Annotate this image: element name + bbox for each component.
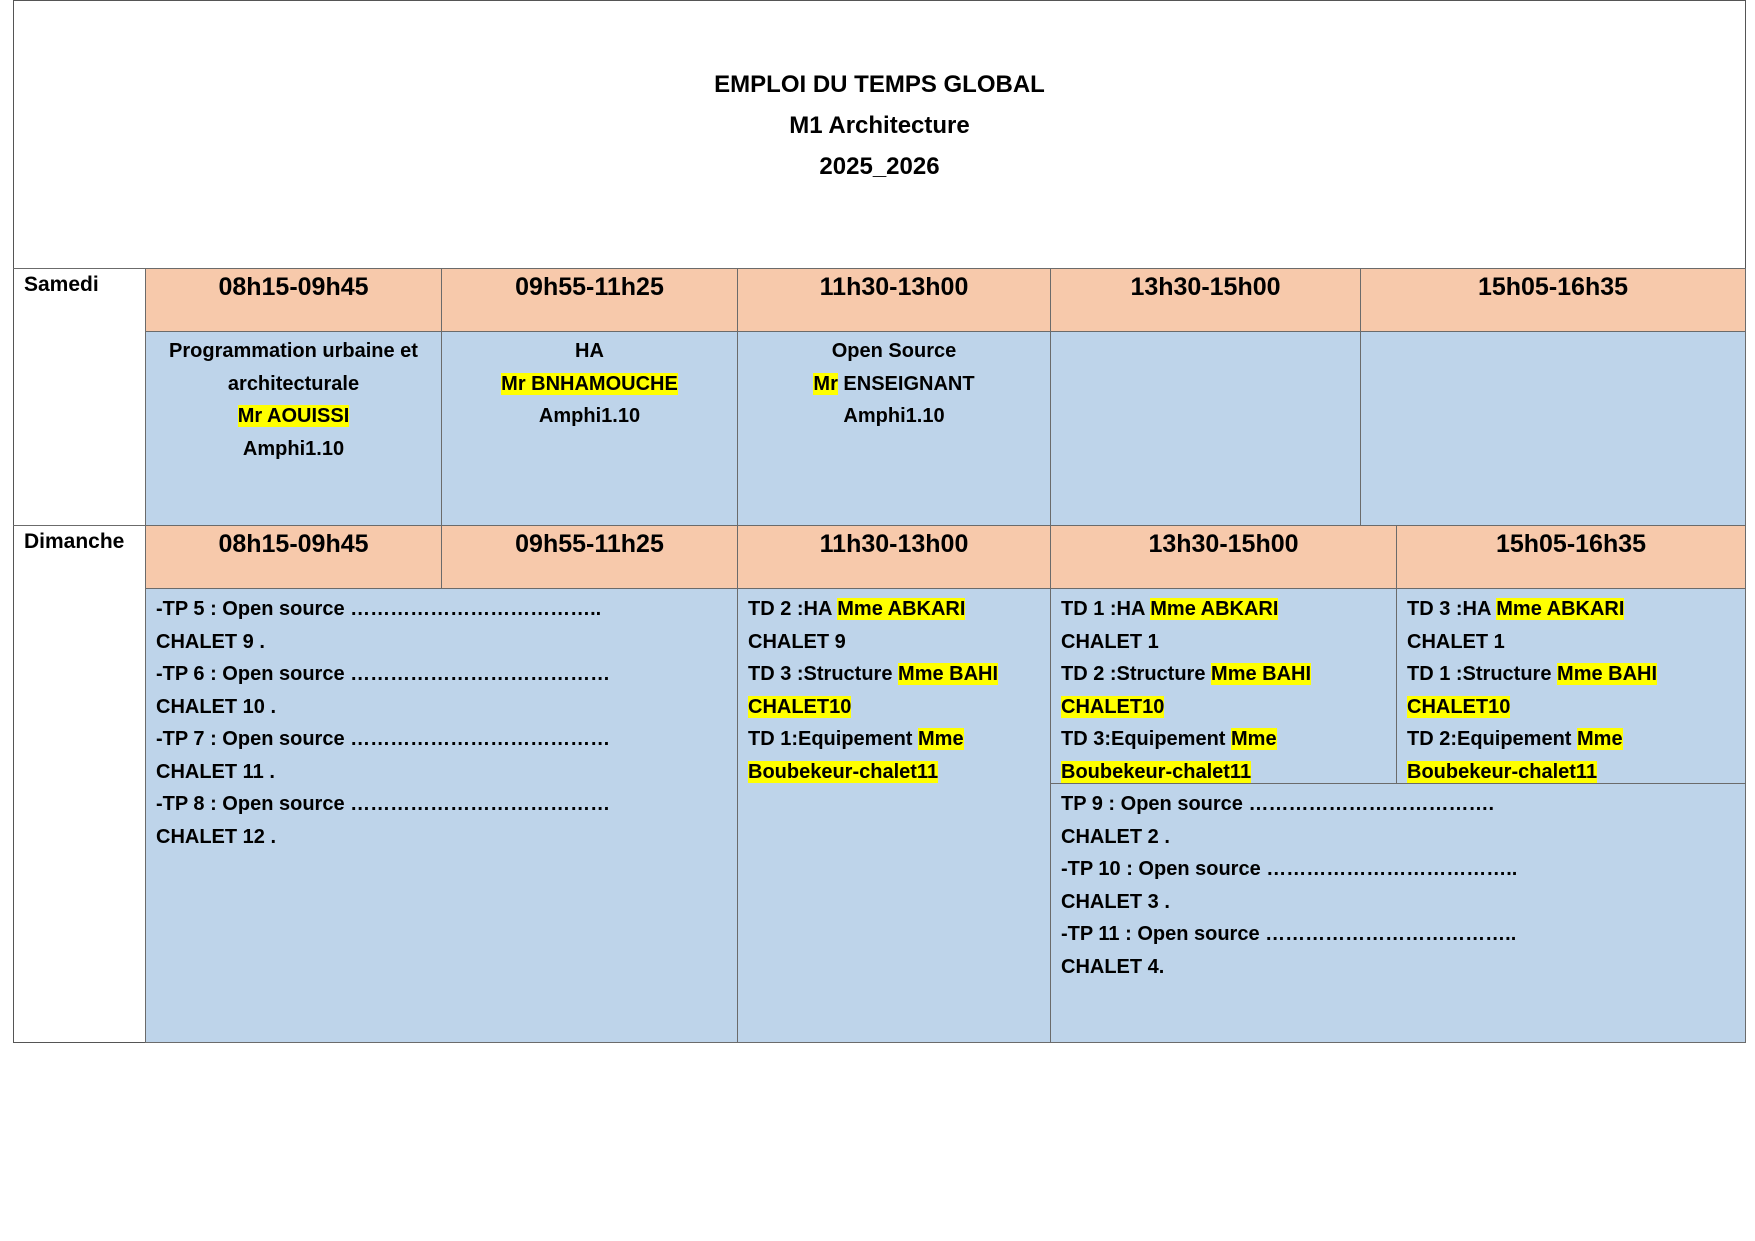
title-line-1: EMPLOI DU TEMPS GLOBAL	[714, 71, 1045, 98]
teacher-name: Mme BAHI	[898, 663, 999, 685]
room-name: CHALET10	[1407, 695, 1511, 718]
slot-header-dimanche-3: 11h30-13h00	[737, 525, 1051, 589]
teacher-name: Mme ABKARI	[1496, 598, 1625, 620]
td-label: TD 1 :HA	[1061, 598, 1151, 620]
course-cell-samedi-3	[737, 331, 1051, 526]
teacher-title: Mme	[1577, 728, 1623, 750]
list-item: CHALET 4.	[1061, 955, 1165, 978]
teacher-room: Boubekeur-chalet11	[1407, 760, 1598, 783]
teacher-title: Mme	[1231, 728, 1277, 750]
teacher-room: Boubekeur-chalet11	[1061, 760, 1252, 783]
td-label: TD 3:Equipement	[1061, 728, 1232, 750]
slot-header-samedi-2: 09h55-11h25	[441, 268, 738, 332]
tp-block-dimanche-afternoon	[1050, 783, 1746, 1043]
td-label: TD 2 :Structure	[1061, 663, 1212, 685]
tp-block-dimanche-morning	[145, 588, 738, 1043]
room-name: CHALET 9	[748, 630, 846, 653]
course-cell-samedi-1	[145, 331, 442, 526]
room-name: Amphi1.10	[242, 437, 345, 460]
empty-cell-samedi-5	[1360, 331, 1746, 526]
list-item: CHALET 3 .	[1061, 890, 1170, 913]
teacher-room: Boubekeur-chalet11	[748, 760, 939, 783]
list-item: TP 9 : Open source ……………………………….	[1061, 793, 1495, 815]
room-name: CHALET10	[748, 695, 852, 718]
slot-header-samedi-1: 08h15-09h45	[145, 268, 442, 332]
row-divider-samedi	[13, 268, 146, 269]
list-item: -TP 6 : Open source …………………………………	[156, 663, 611, 685]
td-cell-dimanche-4	[1050, 588, 1397, 788]
empty-cell-samedi-4	[1050, 331, 1361, 526]
teacher-name: Mme BAHI	[1557, 663, 1658, 685]
list-item: -TP 7 : Open source …………………………………	[156, 728, 611, 750]
title-line-3: 2025_2026	[819, 153, 940, 180]
list-item: -TP 5 : Open source ………………………………..	[156, 598, 602, 620]
td-label: TD 1 :Structure	[1407, 663, 1558, 685]
slot-header-dimanche-2: 09h55-11h25	[441, 525, 738, 589]
course-name: Open Source	[831, 340, 957, 362]
course-cell-samedi-2	[441, 331, 738, 526]
teacher-name: Mme BAHI	[1211, 663, 1312, 685]
td-cell-dimanche-5	[1396, 588, 1746, 788]
td-cell-dimanche-3	[737, 588, 1051, 1043]
teacher-name: ENSEIGNANT	[837, 372, 975, 395]
slot-header-dimanche-4: 13h30-15h00	[1050, 525, 1397, 589]
list-item: CHALET 12 .	[156, 825, 277, 848]
room-name: CHALET10	[1061, 695, 1165, 718]
slot-header-samedi-4: 13h30-15h00	[1050, 268, 1361, 332]
list-item: CHALET 9 .	[156, 630, 265, 653]
row-divider-dimanche	[13, 525, 146, 526]
day-label-samedi: Samedi	[24, 273, 99, 296]
teacher-name: Mme ABKARI	[837, 598, 966, 620]
room-name: CHALET 1	[1061, 630, 1159, 653]
teacher-name: Mme ABKARI	[1150, 598, 1279, 620]
td-label: TD 1:Equipement	[748, 728, 919, 750]
teacher-title: Mr	[813, 372, 838, 395]
slot-header-dimanche-1: 08h15-09h45	[145, 525, 442, 589]
slot-header-samedi-5: 15h05-16h35	[1360, 268, 1746, 332]
list-item: -TP 11 : Open source ………………………………..	[1061, 923, 1517, 945]
list-item: -TP 10 : Open source ………………………………..	[1061, 858, 1518, 880]
course-name-line-2: architecturale	[227, 372, 360, 395]
list-item: CHALET 10 .	[156, 695, 277, 718]
teacher-name: Mr BNHAMOUCHE	[501, 372, 678, 395]
list-item: -TP 8 : Open source …………………………………	[156, 793, 611, 815]
td-label: TD 2:Equipement	[1407, 728, 1578, 750]
course-name: HA	[575, 340, 604, 362]
day-label-dimanche: Dimanche	[24, 530, 125, 553]
td-label: TD 2 :HA	[748, 598, 838, 620]
title-line-2: M1 Architecture	[789, 112, 970, 139]
page-title	[13, 64, 1746, 187]
td-label: TD 3 :Structure	[748, 663, 899, 685]
list-item: CHALET 2 .	[1061, 825, 1170, 848]
td-label: TD 3 :HA	[1407, 598, 1497, 620]
room-name: Amphi1.10	[538, 405, 641, 427]
teacher-name: Mr AOUISSI	[237, 405, 350, 427]
slot-header-dimanche-5: 15h05-16h35	[1396, 525, 1746, 589]
teacher-title: Mme	[918, 728, 964, 750]
room-name: CHALET 1	[1407, 630, 1505, 653]
slot-header-samedi-3: 11h30-13h00	[737, 268, 1051, 332]
course-name-line-1: Programmation urbaine et	[169, 340, 418, 362]
room-name: Amphi1.10	[843, 405, 945, 427]
list-item: CHALET 11 .	[156, 760, 275, 783]
